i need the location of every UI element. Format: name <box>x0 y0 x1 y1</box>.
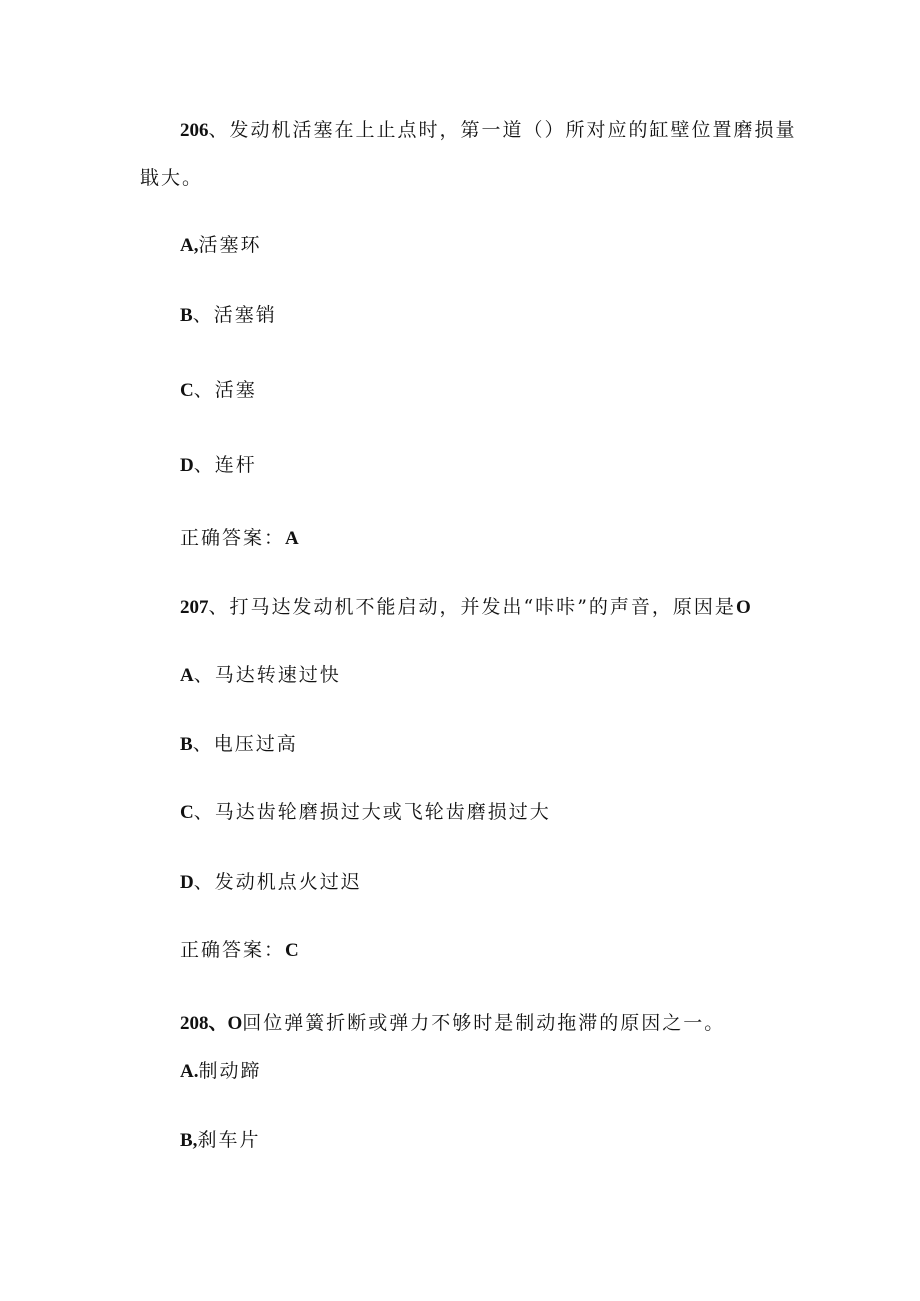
question-text: 、打马达发动机不能启动，并发出“咔咔”的声音，原因是 <box>208 596 736 618</box>
option-a <box>180 662 341 689</box>
option-letter: C <box>180 802 194 823</box>
answer-206 <box>180 525 299 552</box>
option-text: 、马达转速过快 <box>193 664 341 686</box>
option-c <box>180 799 551 826</box>
option-letter: B <box>180 305 193 326</box>
answer-207 <box>180 937 299 964</box>
question-text: 回位弹簧折断或弹力不够时是制动拖滞的原因之一。 <box>242 1012 726 1034</box>
option-text: 、马达齿轮磨损过大或飞轮齿磨损过大 <box>193 801 551 823</box>
question-207-stem <box>180 594 751 621</box>
question-number: 206 <box>180 120 209 141</box>
option-text: 刹车片 <box>197 1129 261 1151</box>
option-c <box>180 377 257 404</box>
option-d <box>180 452 257 479</box>
option-letter: A, <box>180 235 199 256</box>
question-206-stem <box>180 117 797 144</box>
option-text: 活塞环 <box>198 234 262 256</box>
option-a <box>180 1058 262 1085</box>
option-text: 、连杆 <box>193 454 257 476</box>
answer-label: 正确答案： <box>180 939 286 961</box>
question-number: 208 <box>180 1013 209 1034</box>
option-text: 、电压过高 <box>192 733 298 755</box>
option-text: 制动蹄 <box>198 1060 262 1082</box>
option-text: 、活塞 <box>193 379 257 401</box>
option-letter: D <box>180 455 194 476</box>
answer-value: C <box>285 940 299 961</box>
option-letter: B, <box>180 1130 198 1151</box>
option-b <box>180 302 277 329</box>
option-letter: A. <box>180 1061 199 1082</box>
option-text: 、发动机点火过迟 <box>193 871 362 893</box>
question-208-stem <box>180 1010 725 1037</box>
option-letter: C <box>180 380 194 401</box>
option-b <box>180 731 298 758</box>
question-blank: 、O <box>208 1013 243 1034</box>
option-text: 、活塞销 <box>192 304 277 326</box>
question-blank: O <box>735 597 751 618</box>
answer-label: 正确答案： <box>180 527 286 549</box>
option-letter: B <box>180 734 193 755</box>
question-text: 戢大。 <box>140 167 204 189</box>
answer-value: A <box>285 528 299 549</box>
option-letter: D <box>180 872 194 893</box>
question-text: 、发动机活塞在上止点时，第一道（）所对应的缸壁位置磨损量 <box>208 119 797 141</box>
option-d <box>180 869 362 896</box>
question-number: 207 <box>180 597 209 618</box>
question-206-stem-continued <box>140 165 203 191</box>
option-a <box>180 232 262 259</box>
option-letter: A <box>180 665 194 686</box>
option-b <box>180 1127 260 1154</box>
